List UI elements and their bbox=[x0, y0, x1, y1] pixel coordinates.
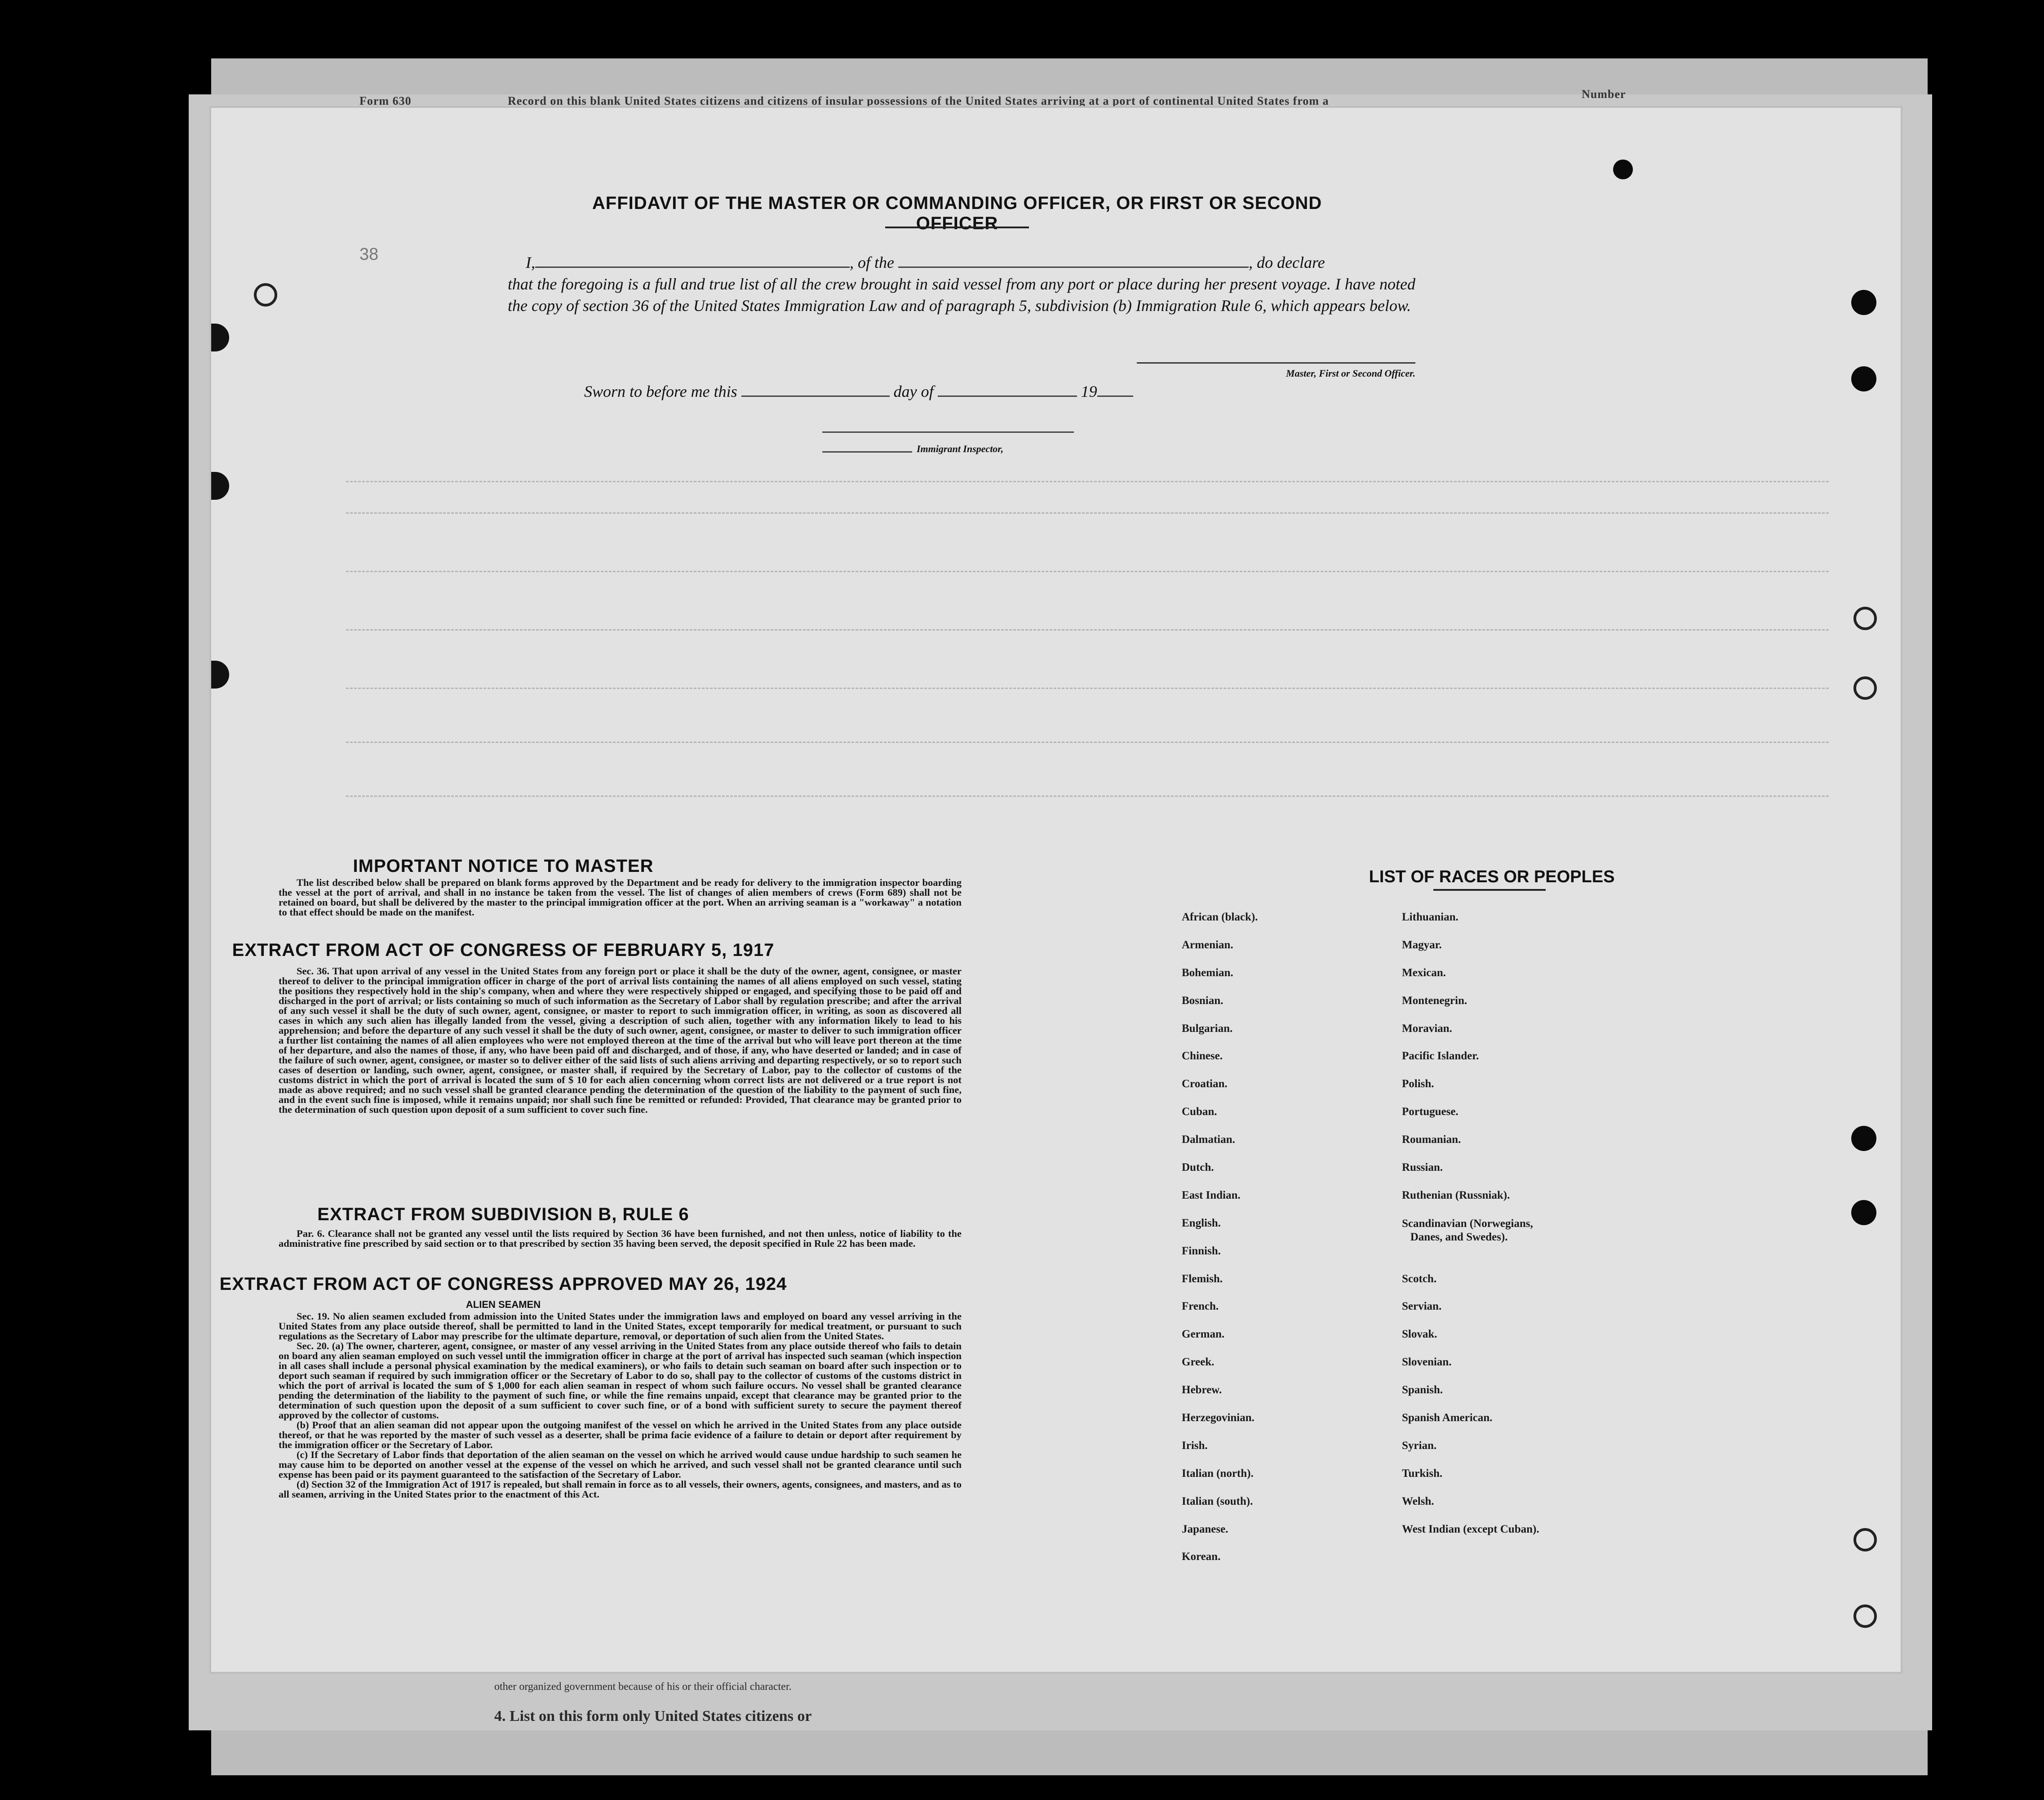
extract-1917-title: EXTRACT FROM ACT OF CONGRESS OF FEBRUARY 5, 1917 bbox=[232, 940, 775, 960]
record-instruction: Record on this blank United States citizens and citizens of insular possessions of the United States arriving at a port of continental United States from a bbox=[508, 94, 1329, 107]
section-20d-paragraph: (d) Section 32 of the Immigration Act of 1917 is repealed, but shall remain in force as to all vessels, their owners, agents, consignees, and masters, and as to all seamen, arriving in the United States prior to the enactment of this Act. bbox=[279, 1479, 962, 1500]
punch-hole bbox=[1851, 1200, 1876, 1225]
punch-hole bbox=[1853, 1528, 1877, 1551]
race-item: Mexican. bbox=[1402, 966, 1446, 979]
number-label: Number bbox=[1582, 88, 1626, 101]
race-item: Pacific Islander. bbox=[1402, 1050, 1479, 1062]
form-number: Form 630 bbox=[359, 94, 412, 107]
title-underline bbox=[885, 227, 1029, 228]
races-title-underline bbox=[1433, 889, 1546, 891]
section-20c-paragraph: (c) If the Secretary of Labor finds that deportation of the alien seaman on the vessel on which he arrived would cause undue hardship to such seamen he may cause him to be deported on another vessel at the expense of the vessel on which he arrived, and such vessel shall not be granted clearance until such expense has been paid or its payment guaranteed to the satisfaction of the Secretary of Labor. bbox=[279, 1449, 962, 1480]
inspector-label: Immigrant Inspector, bbox=[917, 443, 1004, 454]
race-item: Servian. bbox=[1402, 1300, 1442, 1313]
affidavit-declaration bbox=[508, 252, 1415, 316]
race-item: French. bbox=[1182, 1300, 1219, 1313]
race-item: Croatian. bbox=[1182, 1078, 1228, 1090]
race-item: Bosnian. bbox=[1182, 994, 1224, 1007]
race-item: Welsh. bbox=[1402, 1495, 1434, 1507]
punch-hole bbox=[211, 472, 229, 500]
signature-line[interactable] bbox=[1137, 362, 1415, 364]
show-through-line bbox=[346, 688, 1829, 689]
sworn-day-field[interactable] bbox=[741, 382, 890, 397]
punch-hole bbox=[1851, 366, 1876, 391]
sworn-text: Sworn to before me this bbox=[584, 382, 737, 400]
race-item: African (black). bbox=[1182, 911, 1258, 923]
show-through-line bbox=[346, 796, 1829, 797]
race-item: Bulgarian. bbox=[1182, 1022, 1233, 1035]
race-item: Dalmatian. bbox=[1182, 1133, 1235, 1146]
sworn-month-field[interactable] bbox=[938, 382, 1077, 397]
race-item: Slovenian. bbox=[1402, 1356, 1452, 1369]
notice-title: IMPORTANT NOTICE TO MASTER bbox=[353, 856, 654, 876]
punch-hole bbox=[254, 283, 277, 307]
show-through-line bbox=[346, 629, 1829, 631]
signature-label: Master, First or Second Officer. bbox=[1286, 368, 1415, 379]
punch-hole bbox=[1851, 1126, 1876, 1151]
race-item: Irish. bbox=[1182, 1439, 1208, 1452]
officer-name-field[interactable] bbox=[535, 253, 850, 268]
race-item: Finnish. bbox=[1182, 1244, 1221, 1257]
race-item: Scandinavian (Norwegians, Danes, and Swedes). bbox=[1402, 1217, 1533, 1243]
race-item: Moravian. bbox=[1402, 1022, 1452, 1035]
par-6-paragraph: Par. 6. Clearance shall not be granted any vessel until the lists required by Section 36 have been furnished, and not then unless, notice of liability to the administrative fine prescribed by said section or to that prescribed by section 35 having been served, the deposit specified in Rule 22 has been made. bbox=[279, 1228, 962, 1249]
notice-paragraph: The list described below shall be prepared on blank forms approved by the Department and be ready for delivery to the immigration inspector boarding the vessel at the port of arrival, and shall in no instance be taken from the vessel. The list of changes of alien members of crews (Form 689) shall not be retained on board, but shall be delivered by the master to the principal immigration officer at the port. When an arriving seaman is a "workaway" a notation to that effect should be made on the manifest. bbox=[279, 877, 962, 918]
race-item: Herzegovinian. bbox=[1182, 1412, 1255, 1424]
race-item: Dutch. bbox=[1182, 1161, 1214, 1174]
race-item: Turkish. bbox=[1402, 1467, 1443, 1480]
race-item: Russian. bbox=[1402, 1161, 1443, 1174]
sworn-day-of: day of bbox=[893, 382, 934, 400]
affidavit-page bbox=[211, 108, 1901, 1672]
underlying-form-footer: other organized government because of his or their official character. bbox=[494, 1681, 792, 1693]
race-item: Greek. bbox=[1182, 1356, 1215, 1369]
notice-text bbox=[279, 878, 962, 917]
declaration-do-declare: , do declare bbox=[1248, 253, 1325, 271]
show-through-line bbox=[346, 571, 1829, 572]
sworn-year-prefix: 19 bbox=[1081, 382, 1097, 400]
race-item: Armenian. bbox=[1182, 938, 1233, 951]
races-title: LIST OF RACES OR PEOPLES bbox=[1369, 867, 1615, 886]
race-item: East Indian. bbox=[1182, 1189, 1241, 1201]
extract-rule6-title: EXTRACT FROM SUBDIVISION B, RULE 6 bbox=[317, 1204, 689, 1224]
race-item: Roumanian. bbox=[1402, 1133, 1461, 1146]
race-item: Slovak. bbox=[1402, 1328, 1437, 1341]
show-through-line bbox=[346, 481, 1829, 482]
punch-hole bbox=[1853, 607, 1877, 630]
race-item: Chinese. bbox=[1182, 1050, 1223, 1062]
race-item: Korean. bbox=[1182, 1551, 1221, 1563]
punch-hole bbox=[211, 324, 229, 351]
race-item: Italian (south). bbox=[1182, 1495, 1253, 1507]
sworn-statement bbox=[584, 382, 1213, 401]
inspector-signature-line[interactable] bbox=[822, 431, 1074, 433]
affidavit-title: AFFIDAVIT OF THE MASTER OR COMMANDING OFFICER, OR FIRST OR SECOND OFFICER bbox=[592, 193, 1322, 233]
declaration-body: that the foregoing is a full and true list of all the crew brought in said vessel from any port or place during her present voyage. I have noted the copy of section 36 of the United States Immigration Law and of paragraph 5, subdivision (b) Immigration Rule 6, which appears below. bbox=[508, 275, 1415, 315]
show-through-line bbox=[346, 742, 1829, 743]
punch-hole bbox=[1613, 160, 1633, 179]
extract-1924-title: EXTRACT FROM ACT OF CONGRESS APPROVED MAY 26, 1924 bbox=[219, 1274, 787, 1294]
extract-1917-text bbox=[279, 966, 962, 1115]
race-item-continuation: Danes, and Swedes). bbox=[1410, 1231, 1508, 1243]
extract-rule6-text bbox=[279, 1229, 962, 1249]
race-item: Bohemian. bbox=[1182, 966, 1233, 979]
declaration-of-the: , of the bbox=[850, 253, 894, 271]
race-item: Syrian. bbox=[1402, 1439, 1437, 1452]
race-item: Polish. bbox=[1402, 1078, 1434, 1090]
race-item: Montenegrin. bbox=[1402, 994, 1468, 1007]
race-item: Lithuanian. bbox=[1402, 911, 1459, 923]
race-item: Spanish American. bbox=[1402, 1412, 1493, 1424]
punch-hole bbox=[1853, 1604, 1877, 1628]
inspector-signature-line[interactable] bbox=[822, 451, 912, 453]
alien-seamen-subtitle: ALIEN SEAMEN bbox=[466, 1299, 541, 1310]
race-item: Portuguese. bbox=[1402, 1106, 1459, 1118]
section-20b-paragraph: (b) Proof that an alien seaman did not appear upon the outgoing manifest of the vessel on which he arrived in the United States from any place outside thereof, or that he was reported by the master of such vessel as a deserter, shall be prima facie evidence of a failure to detain or deport after requirement by the immigration officer or the Secretary of Labor. bbox=[279, 1419, 962, 1450]
section-19-paragraph: Sec. 19. No alien seamen excluded from admission into the United States under the immigration laws and employed on board any vessel arriving in the United States from any place outside thereof, shall be permitted to land in the United States, except temporarily for medical treatment, or pursuant to such regulations as the Secretary of Labor may prescribe for the ultimate departure, removal, or deportation of such alien from the United States. bbox=[279, 1311, 962, 1342]
punch-hole bbox=[1853, 676, 1877, 700]
section-20a-paragraph: Sec. 20. (a) The owner, charterer, agent, consignee, or master of any vessel arriving in the United States from any place outside thereof who fails to detain on board any alien seaman employed on such vessel until the immigration officer in charge at the port of arrival has inspected such seaman (which inspection in all cases shall include a personal physical examination by the medical examiners), or who fails to detain such seaman on board after such inspection or to deport such seaman if required by such immigration officer or the Secretary of Labor to do so, shall pay to the collector of customs of the customs district in which the port of arrival is located the sum of $ 1,000 for each alien seaman in respect of whom such failure occurs. No vessel shall be granted clearance pending the determination of the liability to the payment of such fine, or while the fine remains unpaid, except that clearance may be granted prior to the determination of such question upon the deposit of a sum sufficient to cover such fine, or of a bond with sufficient surety to secure the payment thereof approved by the collector of customs. bbox=[279, 1340, 962, 1421]
race-item: Cuban. bbox=[1182, 1106, 1217, 1118]
race-item: Japanese. bbox=[1182, 1523, 1228, 1535]
punch-hole bbox=[1851, 290, 1876, 315]
underlying-form-footer: 4. List on this form only United States citizens or bbox=[494, 1708, 812, 1724]
section-36-paragraph: Sec. 36. That upon arrival of any vessel in the United States from any foreign port or place it shall be the duty of the owner, agent, consignee, or master thereof to deliver to the principal immigration officer in charge of the port of arrival lists containing the names of all aliens employed on such vessel, stating the positions they respectively hold in the ship's company, when and where they were respectively shipped or engaged, and specifying those to be paid off and discharged in the port of arrival; or lists containing so much of such information as the Secretary of Labor shall by regulation prescribe; and after the arrival of any such vessel it shall be the duty of such owner, agent, consignee, or master to report to such immigration officer, in writing, as soon as discovered all cases in which any such alien has illegally landed from the vessel, giving a description of such alien, together with any information likely to lead to his apprehension; and before the departure of any such vessel it shall be the duty of such owner, agent, consignee, or master to deliver to such immigration officer a further list containing the names of all alien employees who were not employed thereon at the time of the arrival but who will leave port thereon at the time of her departure, and also the names of those, if any, who have been paid off and discharged, and of those, if any, who have deserted or landed; and in case of the failure of such owner, agent, consignee, or master so to deliver either of the said lists of such aliens arriving and departing respectively, or so to report such cases of desertion or landing, such owner, agent, consignee, or master shall, if required by the Secretary of Labor, pay to the collector of customs of the customs district in which the port of arrival is located the sum of $ 10 for each alien concerning whom correct lists are not delivered or a true report is not made as above required; and no such vessel shall be granted clearance pending the determination of the question of the liability to the payment of such fine, and in the event such fine is imposed, while it remains unpaid; nor shall such fine be remitted or refunded: Provided, That clearance may be granted prior to the determination of such question upon deposit of a sum sufficient to cover such fine. bbox=[279, 965, 962, 1115]
declaration-i: I, bbox=[526, 253, 535, 271]
race-item: Ruthenian (Russniak). bbox=[1402, 1189, 1510, 1201]
race-item: West Indian (except Cuban). bbox=[1402, 1523, 1539, 1535]
vessel-name-field[interactable] bbox=[898, 253, 1249, 268]
race-item: English. bbox=[1182, 1217, 1221, 1229]
race-item: Flemish. bbox=[1182, 1272, 1223, 1285]
race-item: German. bbox=[1182, 1328, 1225, 1341]
race-item: Italian (north). bbox=[1182, 1467, 1254, 1480]
punch-hole bbox=[211, 661, 229, 689]
sworn-year-field[interactable] bbox=[1097, 382, 1133, 397]
race-item: Magyar. bbox=[1402, 938, 1442, 951]
pencil-mark: 38 bbox=[359, 245, 379, 264]
race-item: Scotch. bbox=[1402, 1272, 1437, 1285]
races-column-1 bbox=[1182, 911, 1258, 1578]
race-item: Spanish. bbox=[1402, 1384, 1443, 1396]
race-item: Hebrew. bbox=[1182, 1384, 1222, 1396]
show-through-line bbox=[346, 512, 1829, 514]
extract-1924-text bbox=[279, 1311, 962, 1499]
races-column-2 bbox=[1402, 911, 1539, 1551]
declaration-first-line bbox=[508, 252, 1415, 273]
